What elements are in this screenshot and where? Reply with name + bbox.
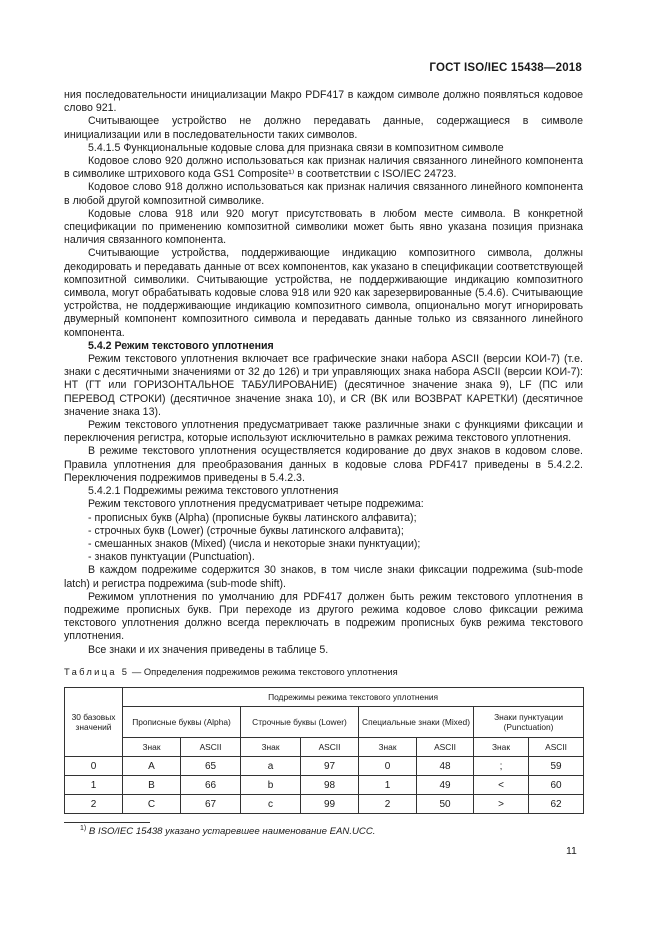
column-header: ASCII: [529, 738, 584, 757]
body-paragraph: В режиме текстового уплотнения осуществляется кодирование до двух знаков в кодовом слове. Правила уплотнения для преобразования данных в кодовые слова PDF417 приведены в 5.4.2.2. Переключения подрежимов приведены в 5.4.2.3.: [64, 445, 583, 484]
body-paragraph: - прописных букв (Alpha) (прописные буквы латинского алфавита);: [88, 511, 417, 524]
table-cell: 50: [417, 795, 474, 814]
table-cell: 0: [65, 757, 123, 776]
body-paragraph: Режим текстового уплотнения предусматривает также различные знаки с функциями фиксации и переключения регистра, которые используют исключительно в рамках режима текстового уплотнения.: [64, 419, 583, 445]
table-cell: 0: [359, 757, 417, 776]
table-cell: 59: [529, 757, 584, 776]
table-cell: 97: [301, 757, 359, 776]
body-paragraph: Все знаки и их значения приведены в таблице 5.: [88, 643, 329, 656]
column-header: Знак: [241, 738, 301, 757]
table-cell: b: [241, 776, 301, 795]
table-cell: B: [123, 776, 181, 795]
body-paragraph: Считывающие устройства, поддерживающие индикацию композитного символа, должны декодировать и передавать данные от всех компонентов, как указано в спецификации соответствующей композитной символики. Считывающие устройства, не поддерживающие индикацию композитного символа, могут обрабатывать кодовые слова 918 или 920 как зарезервированные (5.4.6). Считывающие устройства, не поддерживающие индикацию композитного символа, опционально могут игнорировать двумерный компонент композитного символа и передавать данные только из связанного линейного компонента.: [64, 247, 583, 339]
column-header: ASCII: [181, 738, 241, 757]
body-paragraph: - знаков пунктуации (Punctuation).: [88, 551, 255, 564]
table-cell: 60: [529, 776, 584, 795]
table-cell: 65: [181, 757, 241, 776]
body-paragraph: Кодовые слова 918 или 920 могут присутствовать в любом месте символа. В конкретной спецификации по применению композитной символики может быть явно указана позиция признака наличия связанного компонента.: [64, 207, 583, 247]
submode-header-lower: Строчные буквы (Lower): [241, 707, 359, 738]
table-caption-title: — Определения подрежимов режима текстового уплотнения: [131, 666, 398, 677]
submode-header-punctuation: Знаки пунктуации (Punctuation): [474, 707, 584, 738]
body-paragraph: - смешанных знаков (Mixed) (числа и некоторые знаки пунктуации);: [88, 537, 421, 550]
submode-header-mixed: Специальные знаки (Mixed): [359, 707, 474, 738]
table-cell: 2: [65, 795, 123, 814]
body-paragraph: Режим текстового уплотнения включает все графические знаки набора ASCII (версии КОИ-7) (т.е. знаки с десятичными значениями от 32 до 126) и три управляющих знака набора ASCII (версии КОИ-7): НТ (ГТ или ГОРИЗОНТАЛЬНОЕ ТАБУЛИРОВАНИЕ) (десятичное значение знака 9), LF (ПС или ПЕРЕВОД СТРОКИ) (десятичное значение знака 10), и CR (ВК или ВОЗВРАТ КАРЕТКИ) (десятичное значение знака 13).: [64, 353, 583, 418]
table-cell: 66: [181, 776, 241, 795]
body-text: [64, 89, 583, 657]
column-header: Знак: [474, 738, 529, 757]
table-cell: 67: [181, 795, 241, 814]
table-cell: 98: [301, 776, 359, 795]
table-cell: 1: [359, 776, 417, 795]
body-paragraph: Кодовое слово 918 должно использоваться как признак наличия связанного линейного компонента в любой другой композитной символике.: [64, 181, 583, 207]
base-values-header: 30 базовых значений: [65, 688, 123, 757]
body-paragraph: 5.4.2.1 Подрежимы режима текстового уплотнения: [88, 485, 339, 498]
body-paragraph: ния последовательности инициализации Макро PDF417 в каждом символе должно появляться кодовое слово 921.: [64, 89, 583, 115]
table-caption: [64, 666, 398, 677]
section-heading: 5.4.2 Режим текстового уплотнения: [88, 339, 274, 352]
table-cell: 49: [417, 776, 474, 795]
table-cell: 2: [359, 795, 417, 814]
table-cell: 48: [417, 757, 474, 776]
column-header: Знак: [123, 738, 181, 757]
body-paragraph: - строчных букв (Lower) (строчные буквы латинского алфавита);: [88, 524, 404, 537]
table-cell: C: [123, 795, 181, 814]
table-cell: ;: [474, 757, 529, 776]
body-paragraph: Режимом уплотнения по умолчанию для PDF417 должен быть режим текстового уплотнения в подрежиме прописных букв. При переходе из другого режима кодовое слово фиксации режима текстового уплотнения должно всегда переключать в подрежим прописных букв режима текстового уплотнения.: [64, 590, 583, 643]
table-row: [65, 776, 584, 795]
table-row: [65, 757, 584, 776]
page-number: 11: [566, 845, 577, 857]
table-cell: A: [123, 757, 181, 776]
table-cell: <: [474, 776, 529, 795]
submodes-group-header: Подрежимы режима текстового уплотнения: [123, 688, 584, 707]
table-cell: a: [241, 757, 301, 776]
table-caption-label: Таблица 5: [64, 666, 130, 677]
body-paragraph: 5.4.1.5 Функциональные кодовые слова для признака связи в композитном символе: [88, 141, 504, 154]
table-row: [65, 795, 584, 814]
footnote-separator: [64, 822, 150, 823]
table-cell: 1: [65, 776, 123, 795]
body-paragraph: Кодовое слово 920 должно использоваться как признак наличия связанного линейного компонента в символике штрихового кода GS1 Composite¹⁾ в соответствии с ISO/IEC 24723.: [64, 155, 583, 181]
footnote-text: В ISO/IEC 15438 указано устаревшее наименование EAN.UCC.: [88, 826, 376, 837]
table-cell: 62: [529, 795, 584, 814]
body-paragraph: В каждом подрежиме содержится 30 знаков, в том числе знаки фиксации подрежима (sub-mode latch) и регистра подрежима (sub-mode shift).: [64, 564, 583, 590]
table-cell: 99: [301, 795, 359, 814]
document-header: ГОСТ ISO/IEC 15438—2018: [429, 62, 582, 74]
footnote: [80, 826, 375, 837]
submode-header-alpha: Прописные буквы (Alpha): [123, 707, 241, 738]
submodes-table: [64, 687, 584, 814]
column-header: ASCII: [301, 738, 359, 757]
column-header: ASCII: [417, 738, 474, 757]
body-paragraph: Считывающее устройство не должно передавать данные, содержащиеся в символе инициализации или в последовательности таких символов.: [64, 115, 583, 141]
table-cell: c: [241, 795, 301, 814]
column-header: Знак: [359, 738, 417, 757]
body-paragraph: Режим текстового уплотнения предусматривает четыре подрежима:: [88, 498, 424, 511]
table-cell: >: [474, 795, 529, 814]
footnote-mark: 1): [80, 824, 87, 832]
